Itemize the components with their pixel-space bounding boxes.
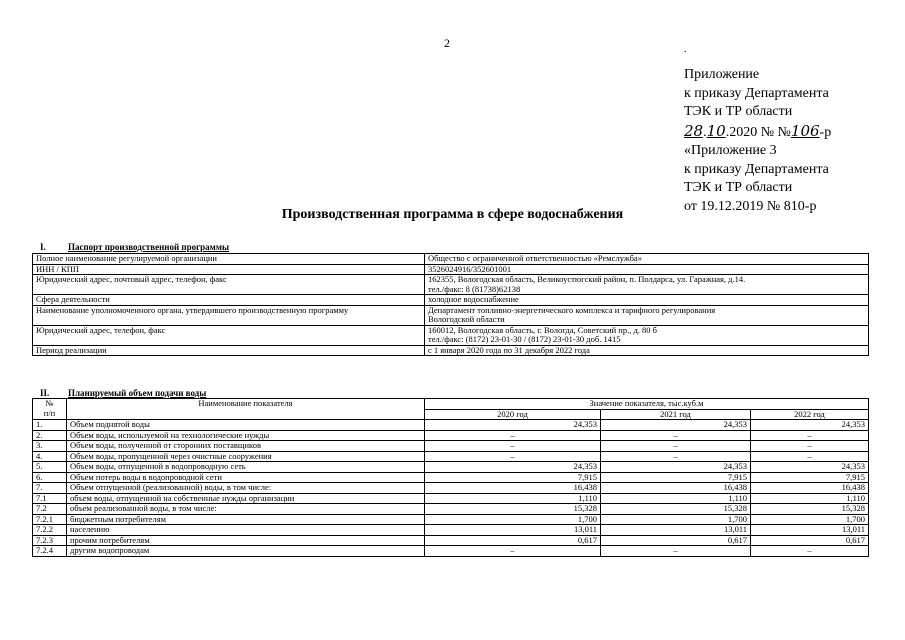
row-number: 3.: [33, 441, 67, 452]
row-number: 6.: [33, 472, 67, 483]
passport-row: [33, 305, 869, 325]
appendix-line: от 19.12.2019 № 810-р: [684, 198, 817, 214]
passport-row: [33, 264, 869, 275]
year-value: 16,438: [751, 483, 869, 494]
indicator-name: объем воды, отпущенной на собственные нужды организации: [67, 493, 425, 504]
passport-row: [33, 325, 869, 345]
year-value: 16,438: [601, 483, 751, 494]
row-number: 7.2: [33, 504, 67, 515]
year-value: 24,353: [425, 462, 601, 473]
year-value: 1,110: [751, 493, 869, 504]
passport-label: Сфера деятельности: [33, 295, 425, 306]
header-num: № п/п: [33, 399, 67, 420]
year-value: 7,915: [601, 472, 751, 483]
passport-table: [32, 253, 869, 356]
passport-value: 162355, Вологодская область, Великоустюгский район, п. Полдарса, ул. Гаражная, д.14.: [428, 274, 746, 284]
year-value: 13,011: [751, 525, 869, 536]
passport-value-cell: [425, 254, 869, 265]
passport-row: [33, 254, 869, 265]
row-number: 1.: [33, 420, 67, 431]
indicator-name: прочим потребителям: [67, 535, 425, 546]
row-number: 2.: [33, 430, 67, 441]
table-row: [33, 504, 869, 515]
document-title: Производственная программа в сфере водоснабжения: [281, 207, 624, 222]
passport-value: с 1 января 2020 года по 31 декабря 2022 года: [428, 345, 590, 355]
appendix-block: [684, 66, 831, 216]
year-value: 13,011: [425, 525, 601, 536]
indicator-name: Объем воды, отпущенной в водопроводную сеть: [67, 462, 425, 473]
appendix-line: Приложение: [684, 67, 760, 82]
appendix-line: к приказу Департамента: [684, 85, 829, 101]
year-value: 24,353: [425, 420, 601, 431]
section-number: I.: [40, 242, 46, 252]
year-value: –: [425, 441, 601, 452]
appendix-date-line: [684, 122, 831, 143]
year-value: –: [601, 441, 751, 452]
year-value: 1,110: [425, 493, 601, 504]
passport-label: Период реализации: [33, 345, 425, 356]
year-value: –: [425, 546, 601, 557]
order-suffix: -р: [819, 124, 832, 140]
section-1-heading: [40, 242, 229, 252]
table-row: [33, 420, 869, 431]
year-value: –: [751, 451, 869, 462]
section-title: Планируемый объем подачи воды: [68, 388, 207, 398]
table-row: [33, 451, 869, 462]
passport-label: Наименование уполномоченного органа, утвердившего производственную программу: [33, 305, 425, 325]
year-value: –: [425, 451, 601, 462]
top-dot: .: [684, 44, 687, 55]
table-row: [33, 535, 869, 546]
year-value: 1,700: [425, 514, 601, 525]
year-value: –: [601, 451, 751, 462]
row-number: 7.2.4: [33, 546, 67, 557]
row-number: 7.2.3: [33, 535, 67, 546]
table-row: [33, 514, 869, 525]
indicator-name: объем реализованной воды, в том числе:: [67, 504, 425, 515]
row-number: 7.: [33, 483, 67, 494]
table-row: [33, 462, 869, 473]
indicator-name: другим водопроводам: [67, 546, 425, 557]
passport-value: 3526024916/352601001: [428, 264, 512, 274]
indicator-name: населению: [67, 525, 425, 536]
table-row: [33, 441, 869, 452]
date-separator: .: [703, 124, 707, 140]
year-value: 15,328: [425, 504, 601, 515]
row-number: 4.: [33, 451, 67, 462]
year-value: 24,353: [601, 462, 751, 473]
row-number: 7.2.2: [33, 525, 67, 536]
indicator-name: Объем воды, пропущенной через очистные сооружения: [67, 451, 425, 462]
year-value: 24,353: [751, 420, 869, 431]
year-value: –: [601, 430, 751, 441]
appendix-line: «Приложение 3: [684, 143, 777, 158]
handwritten-order-number: 106: [790, 121, 820, 140]
passport-value: 160012, Вологодская область, г. Вологда, Советский пр., д. 80 б: [428, 325, 658, 335]
header-value-group: Значение показателя, тыс.куб.м: [425, 399, 869, 410]
header-year: 2020 год: [425, 409, 601, 420]
passport-value: Департамент топливно-энергетического комплекса и тарифного регулирования: [428, 305, 716, 315]
year-value: 1,110: [601, 493, 751, 504]
year-value: 13,011: [601, 525, 751, 536]
indicator-name: Объем воды, полученной от сторонних поставщиков: [67, 441, 425, 452]
appendix-line: ТЭК и ТР области: [684, 180, 793, 195]
passport-value-cell: [425, 305, 869, 325]
appendix-line: ТЭК и ТР области: [684, 104, 793, 119]
passport-value-cell: [425, 295, 869, 306]
year-value: 0,617: [751, 535, 869, 546]
year-value: 7,915: [425, 472, 601, 483]
table-row: [33, 430, 869, 441]
passport-value-line2: Вологодской области: [428, 314, 505, 324]
passport-value-line2: тел./факс: 8 (81738)62138: [428, 283, 521, 294]
passport-value-cell: [425, 345, 869, 356]
year-value: –: [425, 430, 601, 441]
passport-value-cell: [425, 325, 869, 345]
year-value: –: [601, 546, 751, 557]
handwritten-day: 28: [684, 121, 704, 140]
section-number: II.: [40, 388, 50, 398]
passport-row: [33, 275, 869, 295]
passport-label: Полное наименование регулируемой организации: [33, 254, 425, 265]
year-value: 7,915: [751, 472, 869, 483]
year-value: 15,328: [751, 504, 869, 515]
table-row: [33, 483, 869, 494]
header-year: 2022 год: [751, 409, 869, 420]
passport-value: холодное водоснабжение: [428, 294, 519, 304]
section-2-heading: [40, 388, 206, 398]
passport-value-cell: [425, 275, 869, 295]
year-value: 16,438: [425, 483, 601, 494]
passport-label: ИНН / КПП: [33, 264, 425, 275]
header-name: Наименование показателя: [67, 399, 425, 420]
year-value: 15,328: [601, 504, 751, 515]
year-value: 0,617: [601, 535, 751, 546]
passport-value: Общество с ограниченной ответственностью «Ремслужба»: [428, 253, 642, 263]
table-row: [33, 472, 869, 483]
row-number: 7.2.1: [33, 514, 67, 525]
year-value: 24,353: [601, 420, 751, 431]
table-row: [33, 525, 869, 536]
indicator-name: Объем поднятой воды: [67, 420, 425, 431]
year-value: 1,700: [751, 514, 869, 525]
row-number: 5.: [33, 462, 67, 473]
appendix-line: к приказу Департамента: [684, 161, 829, 177]
header-year: 2021 год: [601, 409, 751, 420]
water-volume-table: [32, 398, 869, 557]
page-number: 2: [444, 36, 450, 50]
passport-value-line2: тел./факс: (8172) 23-01-30 / (8172) 23-01-30 доб. 1415: [428, 334, 621, 344]
passport-label: Юридический адрес, телефон, факс: [33, 325, 425, 345]
date-year: .2020 № №: [725, 124, 791, 140]
year-value: 24,353: [751, 462, 869, 473]
row-number: 7.1: [33, 493, 67, 504]
year-value: –: [751, 546, 869, 557]
indicator-name: Объем потерь воды в водопроводной сети: [67, 472, 425, 483]
year-value: –: [751, 441, 869, 452]
indicator-name: Объем отпущенной (реализованной) воды, в том числе:: [67, 483, 425, 494]
indicator-name: Объем воды, используемой на технологические нужды: [67, 430, 425, 441]
table-row: [33, 493, 869, 504]
handwritten-month: 10: [706, 121, 726, 140]
passport-label: Юридический адрес, почтовый адрес, телефон, факс: [33, 275, 425, 295]
passport-value-cell: [425, 264, 869, 275]
passport-row: [33, 295, 869, 306]
passport-row: [33, 345, 869, 356]
table-row: [33, 546, 869, 557]
year-value: –: [751, 430, 869, 441]
indicator-name: бюджетным потребителям: [67, 514, 425, 525]
year-value: 0,617: [425, 535, 601, 546]
section-title: Паспорт производственной программы: [68, 242, 229, 252]
year-value: 1,700: [601, 514, 751, 525]
